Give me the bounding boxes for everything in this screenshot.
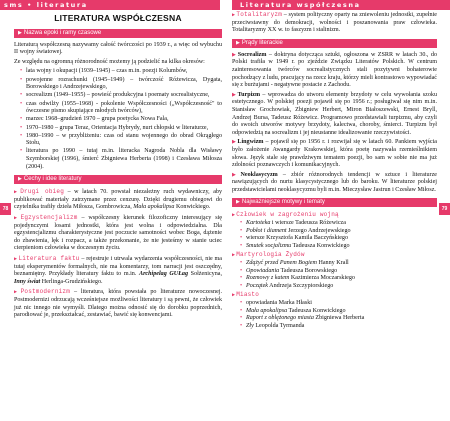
periods-list	[14, 68, 222, 171]
section-heading-era: ▶ Nazwa epoki i ramy czasowe	[14, 29, 222, 38]
feature-literatura-faktu: ▶Literatura faktu – rejestruje i utrwala wydarzenia współczesności, nie ma tutaj eksperymentów formalnych, nie ma komentarzy, tom narracji jest oszczędny, beznamiętny. Przykłady literatury faktu to m.in. Archipelag GUŁag Sołżenicyna, Inny świat Herlinga-Grudzińskiego.	[14, 255, 222, 285]
motif-jews: ▶Martyrologia Żydów • Zdążyć przed Panem Bogiem Hanny Krall • Opowiadania Tadeusza Borowskiego • Rozmowy z katem Kazimierza Moczarskiego • Początek Andrzeja Szczypiorskiego	[232, 251, 437, 290]
list-item: • Początek Andrzeja Szczypiorskiego	[240, 283, 437, 291]
header-right: Literatura współczesna	[232, 0, 450, 10]
arrow-icon: ▶	[232, 212, 236, 219]
list-item: • Pobłot i diament Jerzego Andrzejewskiego	[240, 228, 437, 236]
arrow-icon: ▶	[232, 172, 240, 178]
arrow-icon: ▶	[14, 215, 20, 222]
paragraph-intro: Literaturą współczesną nazywamy całość twórczości po 1939 r., a więc od wybuchu II wojny światowej.	[14, 41, 222, 56]
feature-postmodernizm: ▶Postmodernizm – literatura, która powstała po literaturze nowoczesnej. Postmodernizi odrzucają wcześniejsze możliwości literatury i są pewni, że człowiek już nic innego nie wymyśli. Dlatego można odnosić się do dorobku poprzednich, parodiować je, przekształcać, zestawiać, bawić się konwencjami.	[14, 288, 222, 319]
arrow-icon: ▶	[14, 289, 20, 296]
page-title: LITERATURA WSPÓŁCZESNA	[54, 13, 182, 23]
arrow-icon: ▶	[232, 52, 237, 58]
play-arrow-icon: ▶	[18, 29, 22, 36]
current-lingwizm: ▶Lingwizm – pojawił się po 1956 r. i rozwijał się w latach 60. Pankiem wyjścia było założenie Awangardy Krakowskiej, która poetę nazywała rzemieślnikiem słowa. Język stale się prawdziwym tematem poezji, bo sam w sobie nie ma już zdolności poznawczych i komunikacyjnych.	[232, 139, 437, 169]
list-item: • socrealizm (1949–1955) – powieść produkcyjna i poematy socrealistyczne,	[20, 92, 222, 100]
list-item: • Zdążyć przed Panem Bogiem Hanny Krall	[240, 260, 437, 268]
list-item: • Rozmowy z katem Kazimierza Moczarskiego	[240, 275, 437, 283]
list-item: • Opowiadania Tadeusza Borowskiego	[240, 268, 437, 276]
play-arrow-icon: ▶	[236, 39, 240, 46]
list-item: • 1980–1990 – w przybliżeniu: czas od stanu wojennego do obrad Okrągłego Stołu,	[20, 133, 222, 148]
arrow-icon: ▶	[232, 12, 236, 18]
right-page	[232, 11, 437, 331]
motif-war: ▶Człowiek w zagrożeniu wojną • Kartoteka i wiersze Tadeusza Różewicza • Pobłot i diament Jerzego Andrzejewskiego • wiersze Krzysztofa Kamila Baczyńskiego • Smutek socjalizmu Tadeusza Konwickiego	[232, 211, 437, 250]
list-item: • Mała apokalipsa Tadeusza Konwickiego	[240, 308, 437, 316]
section-heading-currents: ▶ Prądy literackie	[232, 39, 437, 48]
list-item: • Zły Leopolda Tyrmanda	[240, 323, 437, 331]
list-item: • literatura po 1990 – tutaj m.in. literacka Nagroda Nobla dla Wisławy Szymborskiej (1996), śmierć Zbigniewa Herberta (1998) i Czesława Miłosza (2004).	[20, 148, 222, 171]
page-number-right: 79	[439, 203, 450, 215]
list-item: • Smutek socjalizmu Tadeusza Konwickiego	[240, 243, 437, 251]
header-left: sms • literatura	[0, 0, 220, 10]
list-item: • wiersze Krzysztofa Kamila Baczyńskiego	[240, 235, 437, 243]
feature-drugi-obieg: ▶Drugi obieg – w latach 70. powstał niezależny ruch wydawniczy, aby publikować materiały zatrzymane przez cenzurę. Dzięki drugiemu obiegowi do czytelnika trafiły dzieła Miłosza, Gombrowicza, Mała apokalipsa Konwickiego.	[14, 188, 222, 211]
arrow-icon: ▶	[14, 256, 18, 262]
current-socrealizm: ▶Socrealizm – doktryna dotycząca sztuki, ogłoszona w ZSRR w latach 30., do Polski trafiła w 1949 r. po zjeździe Związku Literatów Polskich. W centrum zainteresowania twórców socrealistycznych stali pozytywni bohaterowie pochodzący z ludu, pracujący na rzecz kraju, którzy mieli kontrastowo wypowiadać się z burżujami - negatywne postacie z Zachodu.	[232, 51, 437, 89]
arrow-icon: ▶	[232, 292, 236, 299]
arrow-icon: ▶	[232, 140, 237, 146]
left-page	[14, 11, 222, 322]
play-arrow-icon: ▶	[18, 176, 22, 183]
list-item: • czas odwilży (1955–1968) - pokolenie Współczesności („Współczesność" to ówczesne pismo skupiające młodych twórców),	[20, 101, 222, 116]
list-item: • lata wojny i okupacji (1939–1945) – czas m.in. poezji Kolumbów,	[20, 68, 222, 76]
section-heading-features: ▶ Cechy i idee literatury	[14, 175, 222, 184]
arrow-icon: ▶	[232, 252, 236, 259]
page-number-left: 78	[0, 203, 11, 215]
feature-totalitaryzm: ▶Totalitaryzm – system polityczny oparty na zniewoleniu jednostki, zupełnie przeciwstawny do demokracji, wolności i poszanowania praw człowieka. Totalitaryzmy XX w. to faszyzm i stalinizm.	[232, 11, 437, 34]
paragraph-periods-intro: Ze względu na ogromną różnorodność możemy ją podzielić na kilka okresów:	[14, 58, 205, 65]
list-item: • Raport z oblężonego miasta Zbigniewa Herberta	[240, 315, 437, 323]
feature-egzystencjalizm: ▶Egzystencjalizm – współczesny kierunek filozoficzny interesujący się pojedynczymi losami jednostki, która jest wolna i odpowiedzialna. Dla egzystencjalizmu charakterystyczne jest poczucie samotności wobec Boga, dążenie do zbawienia, lęk i rozpacz, a także przekonanie, że nie jesteśmy w stanie uciec cierpieniom człowieka w doczesnym życiu.	[14, 214, 223, 252]
list-item: • opowiadania Marka Hłaski	[240, 300, 437, 308]
play-arrow-icon: ▶	[236, 199, 240, 206]
current-neoklasycyzm: ▶Neoklasycyzm – zbiór różnorodnych tendencji w sztuce i literaturze nawiązujących do nurtu klasycystycznego lub do baroku. W literaturze polskiej przedstawicielami neoklasycyzmu byli m.in. Mieczysław Jastrun i Czesław Miłosz.	[232, 171, 437, 193]
motif-city: ▶Miasto • opowiadania Marka Hłaski • Mała apokalipsa Tadeusza Konwickiego • Raport z oblężonego miasta Zbigniewa Herberta • Zły Leopolda Tyrmanda	[232, 291, 437, 330]
list-item: • Kartoteka i wiersze Tadeusza Różewicza	[240, 220, 437, 228]
list-item: • powojenne rozrachunki (1945–1949) – twórczość Różewicza, Dygata, Borowskiego i Andrzejewskiego,	[20, 77, 222, 92]
list-item: • marzec 1968–grudzień 1970 – grupa poetycka Nowa Fala,	[20, 116, 222, 124]
section-heading-motifs: ▶ Najważniejsze motywy i tematy	[232, 198, 437, 207]
list-item: • 1970–1980 – grupa Teraz, Orientacja Hybrydy, nurt chłopski w literaturze,	[20, 125, 222, 133]
arrow-icon: ▶	[232, 92, 237, 98]
current-turpizm: ▶Turpizm – wprowadza do utworu elementy brzydoty w celu wywołania szoku estetycznego. W polskiej poezji pojawił się po 1956 r.; posługiwał się nim m.in. Stanisław Grochowiak, Zbigniew Herbert, Miron Białoszewski, Ernest Bryll, Andrzej Bursa, Tadeusz Różewicz. Programowo przedstawiali turpizmu, aby czyli do swoich utworów motywy brzydoty, kalectwa, choroby, śmierci. Turpizm był odpowiedzią na socrealizm i jej nieustanne idealizowanie rzeczywistości.	[232, 91, 437, 136]
arrow-icon: ▶	[14, 189, 20, 196]
